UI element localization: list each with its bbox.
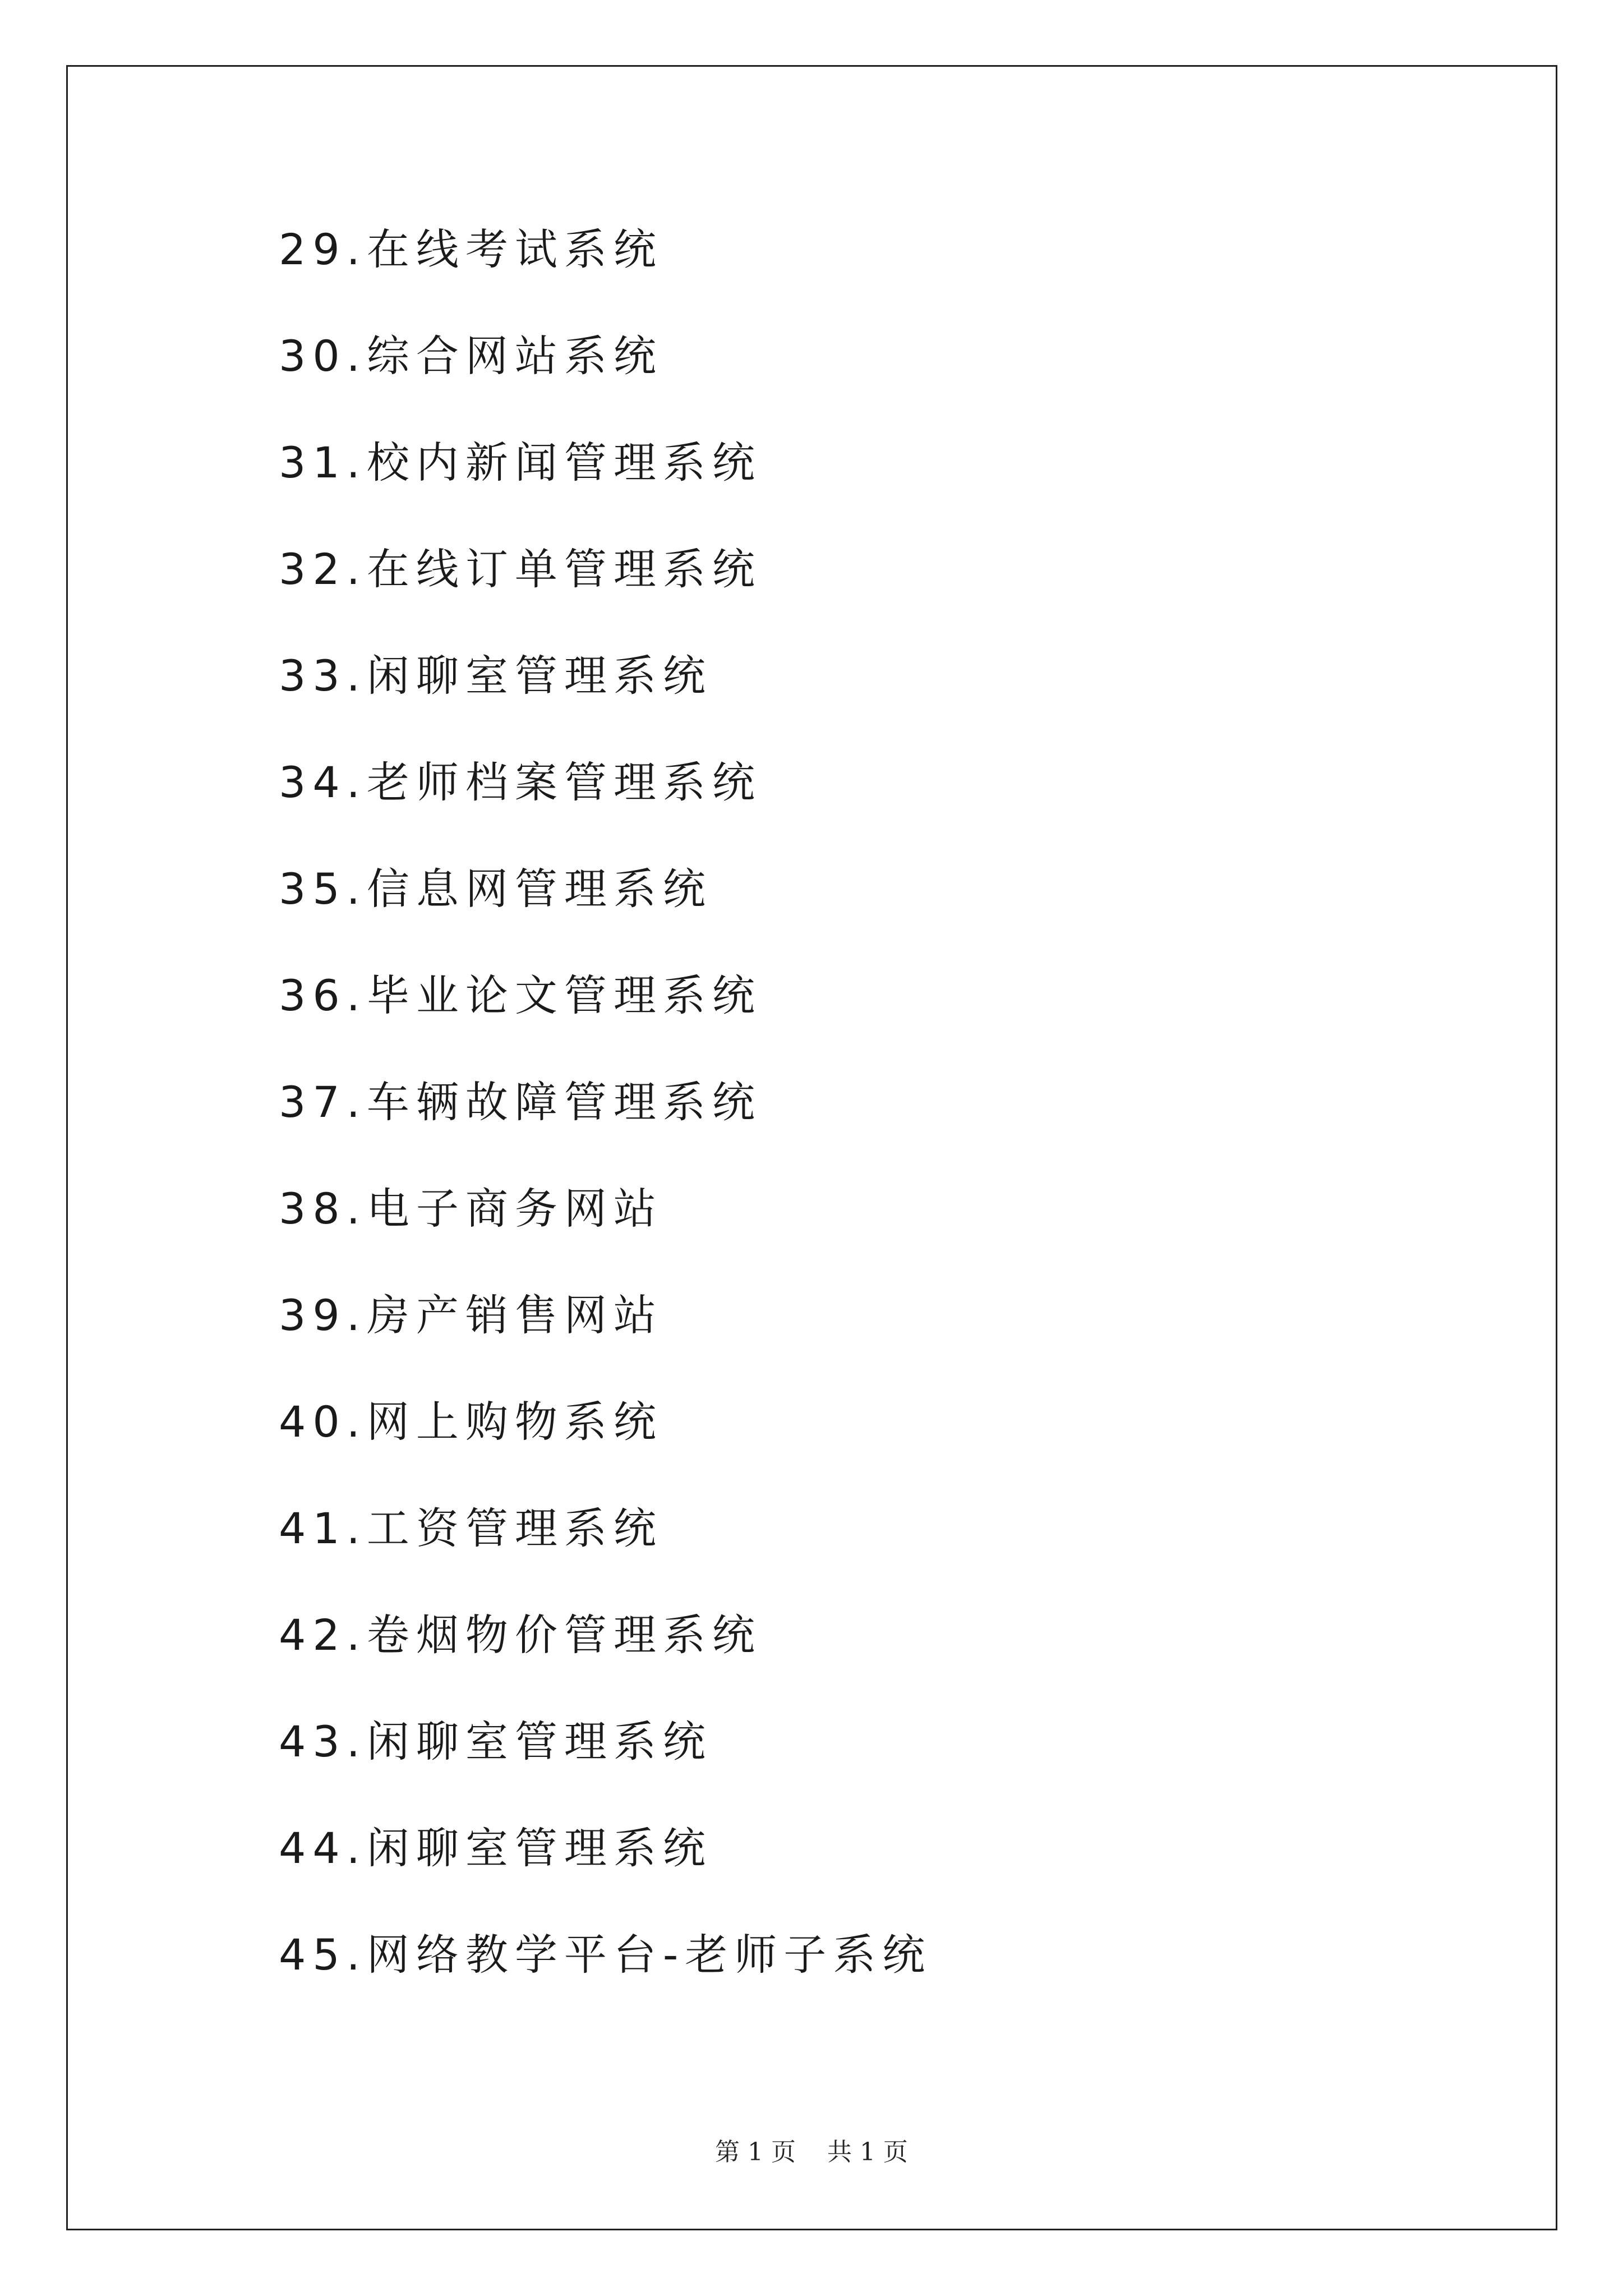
page-footer — [0, 2132, 1623, 2168]
list-item: 43.闲聊室管理系统 — [279, 1717, 712, 1766]
list-item: 29.在线考试系统 — [279, 224, 663, 274]
list-item: 33.闲聊室管理系统 — [279, 651, 712, 701]
list-item: 37.车辆故障管理系统 — [279, 1077, 762, 1127]
list-item: 45.网络教学平台-老师子系统 — [279, 1930, 932, 1980]
list-item: 42.卷烟物价管理系统 — [279, 1610, 762, 1660]
list-item: 36.毕业论文管理系统 — [279, 970, 762, 1020]
list-item: 34.老师档案管理系统 — [279, 757, 762, 807]
list-item: 40.网上购物系统 — [279, 1397, 663, 1447]
list-item: 35.信息网管理系统 — [279, 864, 712, 914]
page-total: 共 1 页 — [827, 2138, 908, 2166]
page-number: 第 1 页 — [715, 2138, 796, 2166]
list-item: 38.电子商务网站 — [279, 1184, 663, 1234]
list-item: 39.房产销售网站 — [279, 1290, 663, 1340]
list-item: 31.校内新闻管理系统 — [279, 438, 762, 487]
list-item: 32.在线订单管理系统 — [279, 544, 762, 594]
list-item: 41.工资管理系统 — [279, 1503, 663, 1553]
list-item: 44.闲聊室管理系统 — [279, 1823, 712, 1873]
list-item: 30.综合网站系统 — [279, 331, 663, 381]
system-list — [279, 219, 932, 2031]
